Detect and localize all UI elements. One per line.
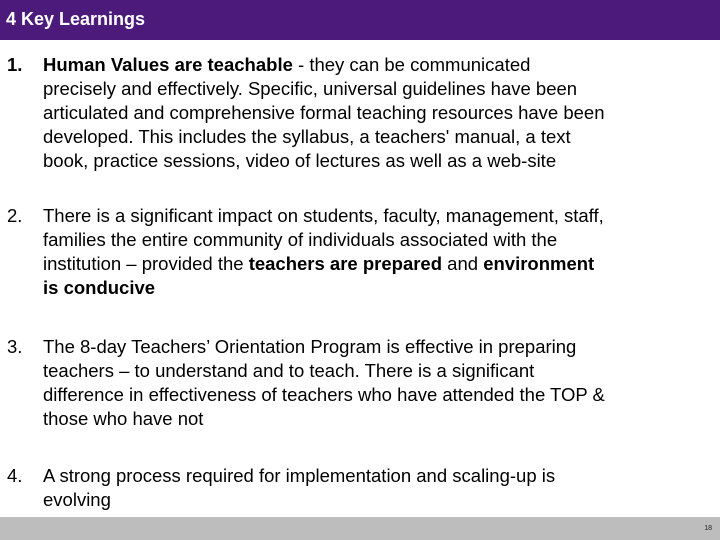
item-number: 1. [7,54,23,75]
title-bar [0,0,720,40]
item-line: book, practice sessions, video of lectures as well as a web-site [43,150,557,171]
emphasis-text: Human Values are teachable [43,54,293,75]
item-line: difference in effectiveness of teachers who have attended the TOP & [43,384,605,405]
text-run: - they can be communicated [292,54,531,75]
slide-title: 4 Key Learnings [6,9,146,29]
item-line [43,53,718,77]
item-line: families the entire community of individuals associated with the [43,229,558,250]
emphasis-text: environment [483,253,595,274]
footer-bar [0,517,720,540]
item-line: those who have not [43,408,204,429]
item-line: There is a significant impact on students, faculty, management, staff, [43,205,604,226]
item-line: teachers – to understand and to teach. There is a significant [43,360,535,381]
emphasis-text: teachers are prepared [248,253,443,274]
item-line: evolving [43,489,111,510]
item-text [43,204,718,300]
emphasis-text: is conducive [43,277,156,298]
item-number: 3. [7,336,23,357]
item-line: articulated and comprehensive formal teaching resources have been [43,102,605,123]
item-number: 4. [7,465,23,486]
text-run: institution – provided the [43,253,249,274]
item-text [43,335,718,431]
text-run: and [442,253,484,274]
item-line: developed. This includes the syllabus, a teachers' manual, a text [43,126,571,147]
item-line: The 8-day Teachers’ Orientation Program is effective in preparing [43,336,577,357]
item-line [43,276,718,300]
page-number: 18 [704,525,712,532]
item-text [43,53,718,173]
item-line [43,252,718,276]
item-line: A strong process required for implementation and scaling-up is [43,465,556,486]
item-number: 2. [7,205,23,226]
item-line: precisely and effectively. Specific, universal guidelines have been [43,78,578,99]
item-text [43,464,718,512]
